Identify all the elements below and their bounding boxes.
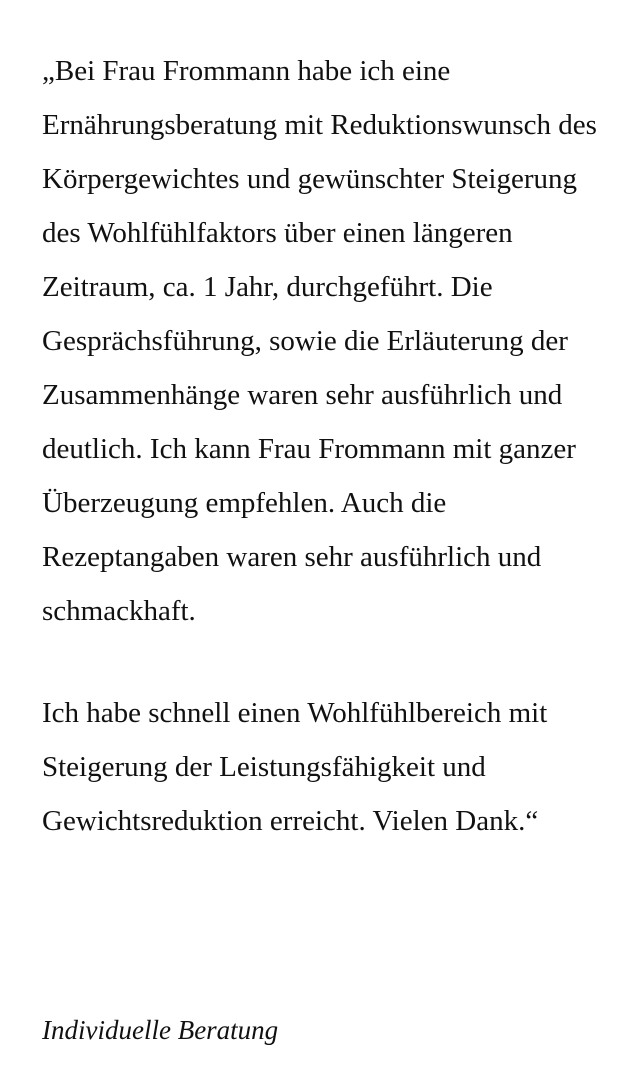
testimonial-paragraph-1: „Bei Frau Frommann habe ich eine Ernährungsberatung mit Reduktionswunsch des Körpergewichtes und gewünschter Steigerung des Wohlfühlfaktors über einen längeren Zeitraum, ca. 1 Jahr, durchgeführt. Die Gesprächsführung, sowie die Erläuterung der Zusammenhänge waren sehr ausführlich und deutlich. Ich kann Frau Frommann mit ganzer Überzeugung empfehlen. Auch die Rezeptangaben waren sehr ausführlich und schmackhaft.	[42, 55, 597, 627]
testimonial-paragraph-2: Ich habe schnell einen Wohlfühlbereich mit Steigerung der Leistungsfähigkeit und Gewichtsreduktion erreicht. Vielen Dank.“	[42, 697, 548, 837]
testimonial-quote	[42, 44, 597, 848]
paragraph-spacer	[42, 638, 597, 686]
testimonial-attribution: Individuelle Beratung	[42, 1015, 279, 1045]
